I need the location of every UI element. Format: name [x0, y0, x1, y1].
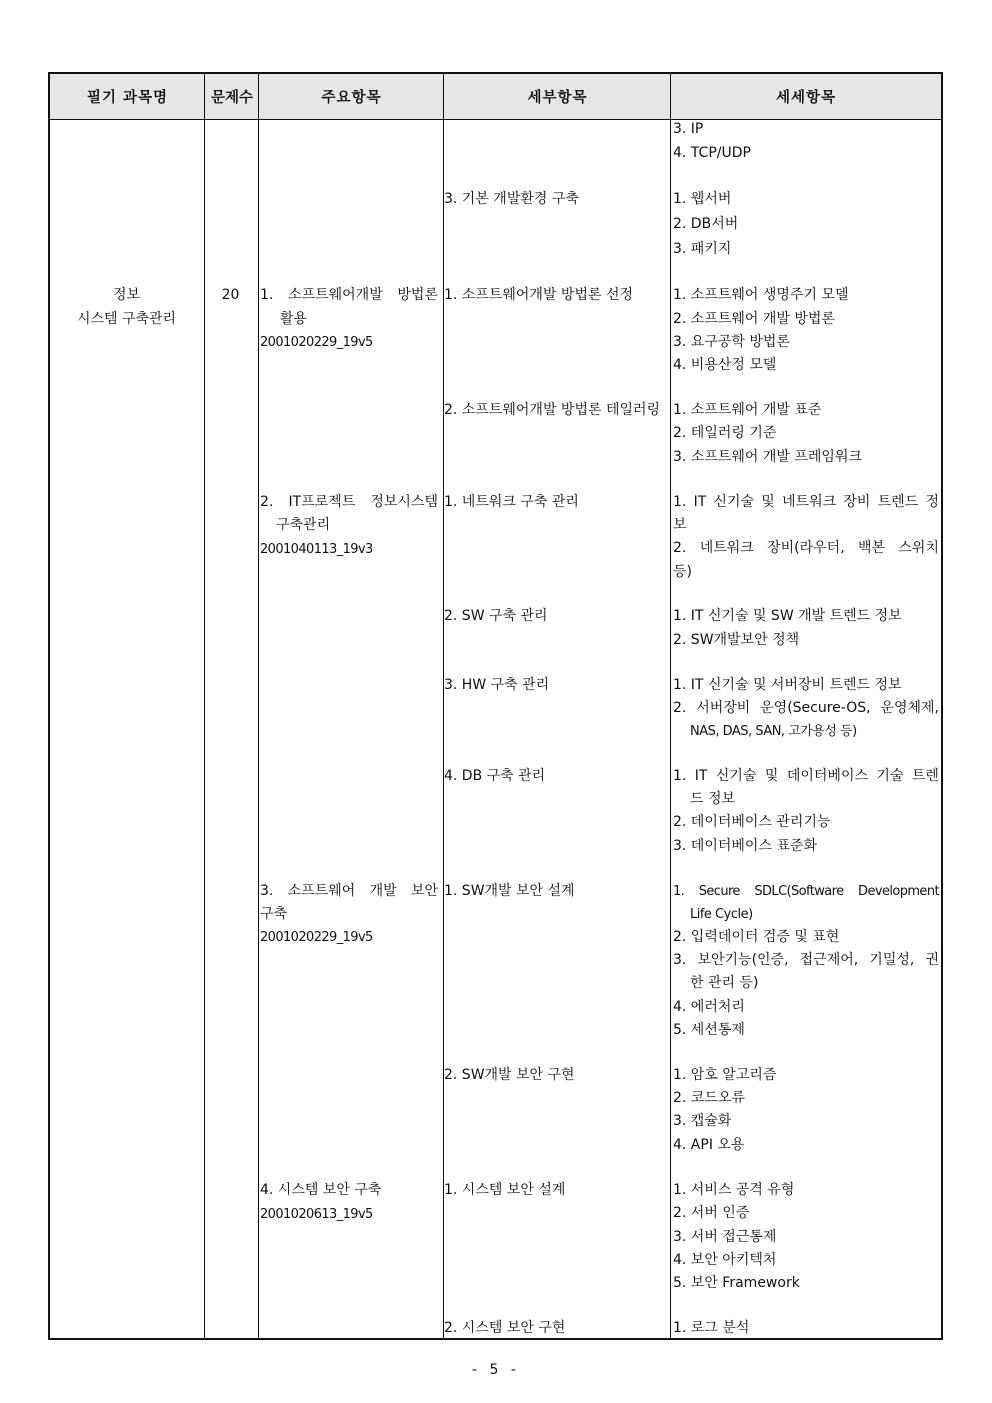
- header-sub: 세부항목: [527, 90, 588, 106]
- detail-item: 4. API 오용: [673, 1137, 745, 1153]
- detail-network-2: [673, 537, 939, 560]
- sub-item: 3. HW 구축 관리: [444, 677, 550, 693]
- detail-item: 1. IT 신기술 및 SW 개발 트렌드 정보: [673, 608, 902, 624]
- detail-word: SDLC(Software: [754, 884, 844, 899]
- detail-word: 기밀성,: [869, 952, 915, 968]
- subject-line1: 정보: [112, 287, 141, 303]
- detail-word: 백본: [858, 540, 886, 556]
- detail-item: 4. 에러처리: [673, 999, 745, 1015]
- detail-item: 1. IT 신기술 및 서버장비 트렌드 정보: [673, 677, 902, 693]
- main-item-2-word: 정보시스템: [370, 494, 438, 510]
- question-count: 20: [221, 287, 240, 303]
- main-item-3-line2: 구축: [260, 906, 288, 922]
- main-item-1-word: 소프트웨어개발: [288, 287, 383, 303]
- main-item-4-line1: 4. 시스템 보안 구축: [260, 1182, 382, 1198]
- detail-hw-2: [673, 697, 939, 720]
- detail-item: 4. 보안 아키텍처: [673, 1252, 777, 1268]
- table-header-row: [50, 74, 941, 120]
- main-item-1-word: 1.: [260, 287, 274, 303]
- detail-word: Secure: [698, 884, 740, 899]
- header-main: 주요항목: [321, 90, 382, 106]
- detail-word: 권: [925, 952, 939, 968]
- detail-item: 2. 입력데이터 검증 및 표현: [673, 929, 840, 945]
- detail-item: 3. IP: [673, 121, 704, 137]
- sub-item: 2. 소프트웨어개발 방법론 테일러링: [444, 402, 661, 418]
- detail-word: 2.: [673, 540, 687, 556]
- detail-item: 3. 캡슐화: [673, 1113, 732, 1129]
- main-item-3-code: 2001020229_19v5: [260, 930, 373, 945]
- detail-word: 1.: [673, 768, 687, 784]
- detail-item: 보: [673, 517, 687, 533]
- detail-word: 운영체제,: [880, 700, 939, 716]
- sub-item: 1. 시스템 보안 설계: [444, 1182, 566, 1198]
- detail-word: 2.: [673, 700, 687, 716]
- sub-item: 4. DB 구축 관리: [444, 768, 546, 784]
- detail-word: 서버장비: [696, 700, 751, 716]
- detail-item: 2. 코드오류: [673, 1090, 745, 1106]
- detail-item: 1. 암호 알고리즘: [673, 1067, 777, 1083]
- detail-word: 신기술: [713, 494, 755, 510]
- main-item-1-line1: [260, 284, 438, 307]
- detail-word: IT: [693, 494, 707, 510]
- detail-secdesign-3: [673, 949, 939, 972]
- detail-word: 기술: [876, 768, 904, 784]
- detail-item: 5. 세션통제: [673, 1022, 745, 1038]
- sub-item: 2. SW개발 보안 구현: [444, 1067, 575, 1083]
- detail-item: 한 관리 등): [690, 975, 759, 991]
- detail-item: 5. 보안 Framework: [673, 1275, 800, 1291]
- sub-item: 1. SW개발 보안 설계: [444, 883, 575, 899]
- main-item-2-code: 2001040113_19v3: [260, 542, 373, 557]
- subject-line2: 시스템 구축관리: [76, 311, 177, 327]
- detail-word: IT: [694, 768, 708, 784]
- detail-word: 1.: [673, 494, 687, 510]
- main-item-4-code: 2001020613_19v5: [260, 1207, 373, 1222]
- sub-item: 2. 시스템 보안 구현: [444, 1320, 566, 1336]
- detail-word: 접근제어,: [799, 952, 859, 968]
- detail-word: 네트워크: [782, 494, 837, 510]
- detail-item: 드 정보: [690, 791, 736, 807]
- detail-item: Life Cycle): [690, 907, 753, 922]
- detail-item: 3. 데이터베이스 표준화: [673, 838, 817, 854]
- main-item-3-word: 개발: [369, 883, 397, 899]
- detail-item: 4. 비용산정 모델: [673, 357, 777, 373]
- detail-word: 장비(라우터,: [767, 540, 845, 556]
- main-item-2-line1: [260, 491, 438, 514]
- detail-item: 2. 데이터베이스 관리기능: [673, 814, 831, 830]
- column-divider: [258, 74, 259, 1338]
- detail-network-1: [673, 491, 939, 514]
- detail-item: 2. 소프트웨어 개발 방법론: [673, 311, 835, 327]
- detail-item: 4. TCP/UDP: [673, 145, 751, 161]
- main-item-3-word: 소프트웨어: [287, 883, 356, 899]
- header-detail: 세세항목: [775, 90, 837, 106]
- detail-word: 신기술: [715, 768, 757, 784]
- detail-secdesign-1: [673, 880, 939, 903]
- detail-word: 데이터베이스: [786, 768, 868, 784]
- detail-word: 트렌드: [877, 494, 919, 510]
- detail-item: 2. 테일러링 기준: [673, 425, 777, 441]
- main-item-1-word: 방법론: [397, 287, 438, 303]
- detail-word: 장비: [843, 494, 871, 510]
- detail-word: 트렌: [911, 768, 939, 784]
- detail-item: 1. 소프트웨어 개발 표준: [673, 402, 822, 418]
- sub-item: 2. SW 구축 관리: [444, 608, 548, 624]
- detail-item: 2. DB서버: [673, 216, 739, 232]
- detail-item: 등): [673, 564, 692, 580]
- main-item-1-code: 2001020229_19v5: [260, 335, 373, 350]
- detail-item: 1. 서비스 공격 유형: [673, 1182, 795, 1198]
- column-divider: [204, 74, 205, 1338]
- main-item-3-line1: [260, 880, 438, 903]
- detail-word: 스위치: [898, 540, 939, 556]
- sub-item: 3. 기본 개발환경 구축: [444, 191, 579, 207]
- detail-item: 3. 요구공학 방법론: [673, 334, 790, 350]
- detail-word: 운영(Secure-OS,: [760, 700, 871, 716]
- main-item-3-word: 보안: [410, 883, 438, 899]
- detail-item: 3. 패키지: [673, 241, 732, 257]
- main-item-2-word: 2.: [260, 494, 274, 510]
- detail-word: 정: [925, 494, 939, 510]
- detail-item: 1. 로그 분석: [673, 1320, 750, 1336]
- main-item-2-line2: 구축관리: [276, 517, 331, 533]
- detail-word: Development: [858, 884, 939, 899]
- detail-item: 1. 웹서버: [673, 191, 732, 207]
- detail-item: 1. 소프트웨어 생명주기 모델: [673, 287, 849, 303]
- page-number: - 5 -: [472, 1362, 520, 1378]
- column-divider: [670, 74, 671, 1338]
- detail-item: 3. 서버 접근통제: [673, 1229, 777, 1245]
- detail-word: 보안기능(인증,: [697, 952, 789, 968]
- detail-word: 1.: [673, 884, 685, 899]
- header-subject: 필기 과목명: [86, 90, 169, 106]
- main-item-3-word: 3.: [260, 883, 274, 899]
- sub-item: 1. 네트워크 구축 관리: [444, 494, 579, 510]
- detail-item: 3. 소프트웨어 개발 프레임워크: [673, 449, 862, 465]
- main-item-2-word: IT프로젝트: [288, 494, 356, 510]
- sub-item: 1. 소프트웨어개발 방법론 선정: [444, 287, 633, 303]
- detail-item: 2. SW개발보안 정책: [673, 632, 800, 648]
- detail-word: 3.: [673, 952, 687, 968]
- detail-word: 및: [764, 768, 779, 784]
- column-divider: [443, 74, 444, 1338]
- detail-item: 2. 서버 인증: [673, 1205, 750, 1221]
- header-count: 문제수: [210, 90, 254, 106]
- detail-item: NAS, DAS, SAN, 고가용성 등): [690, 724, 857, 739]
- detail-db-1: [673, 765, 939, 788]
- detail-word: 및: [761, 494, 775, 510]
- detail-word: 네트워크: [699, 540, 754, 556]
- main-item-1-line2: 활용: [280, 311, 308, 327]
